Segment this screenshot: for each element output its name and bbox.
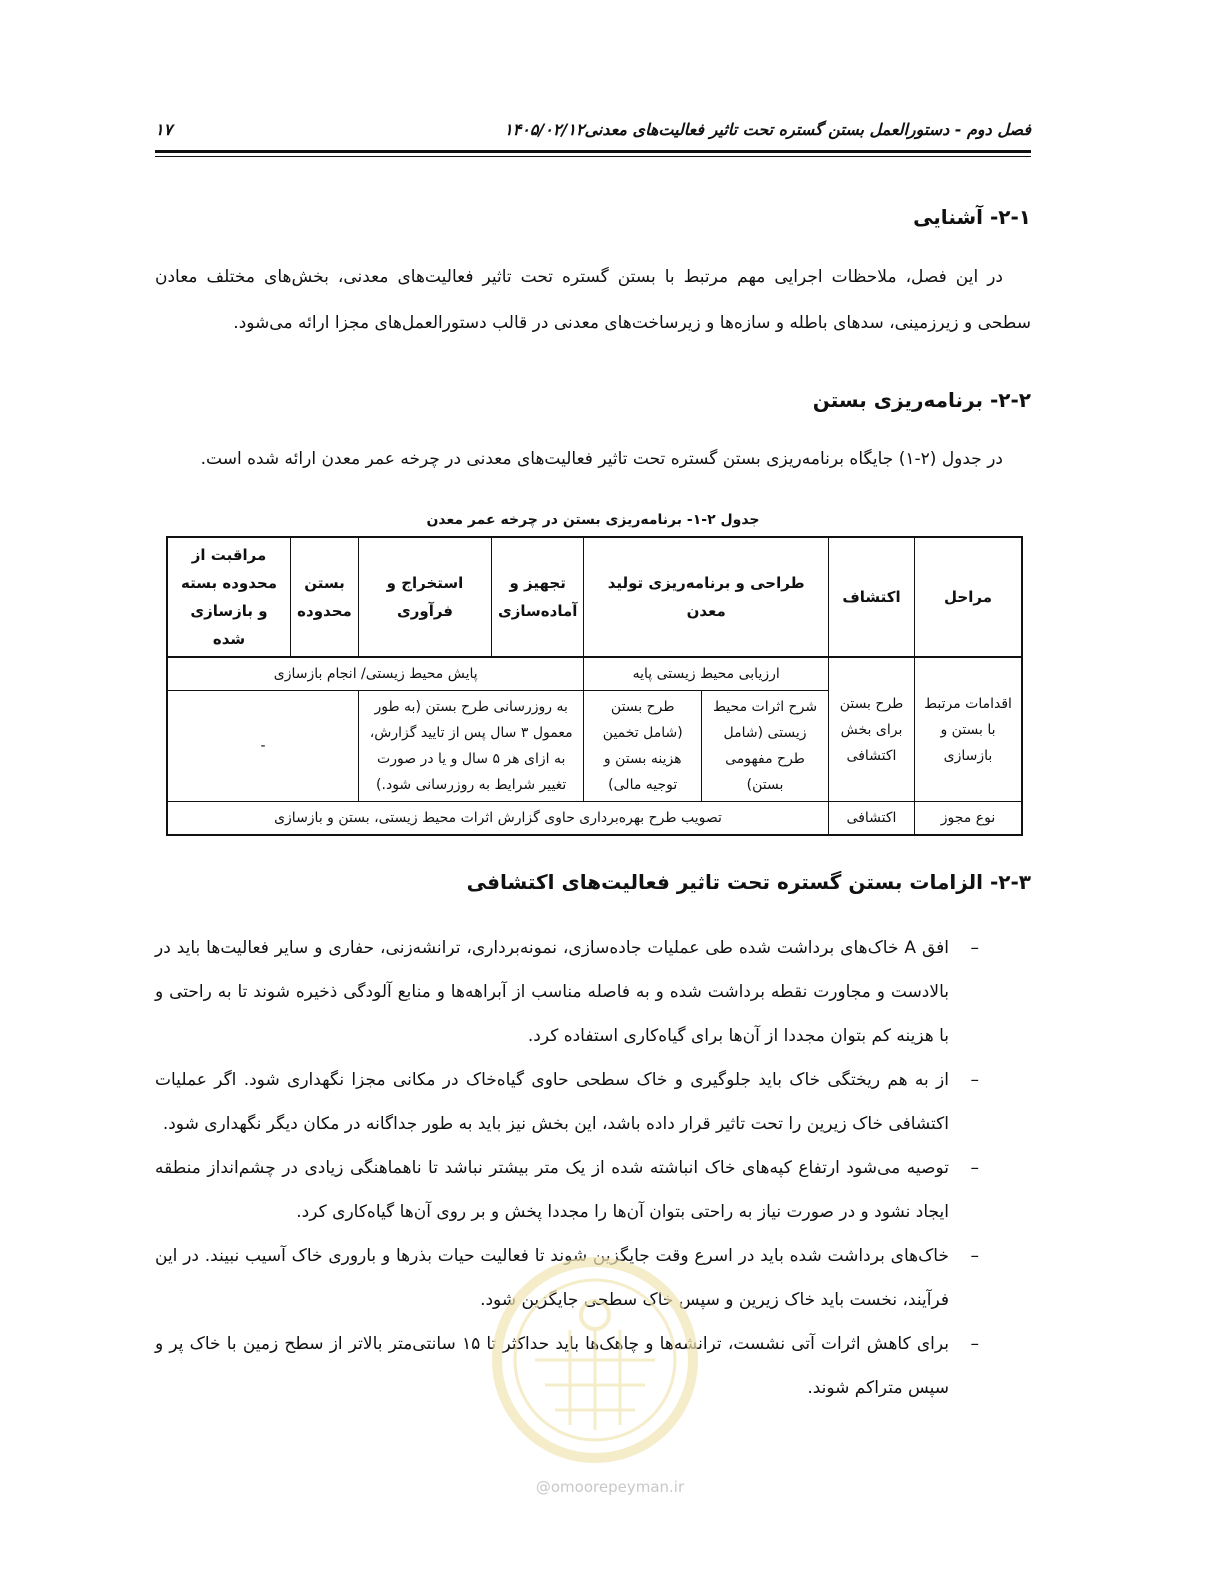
table-header-row: [167, 537, 1022, 657]
section-paragraph-closure-planning: در جدول (۲-۱) جایگاه برنامه‌ریزی بستن گستره تحت تاثیر فعالیت‌های معدنی در چرخه عمر معدن ارائه شده است.: [200, 449, 1003, 469]
section-heading-closure-planning: ۲-۲- برنامه‌ریزی بستن: [812, 388, 1031, 412]
table-caption: جدول ۲-۱- برنامه‌ریزی بستن در چرخه عمر معدن: [426, 512, 760, 528]
page-number: ۱۷: [155, 120, 173, 139]
bullet-dash: –: [970, 1246, 979, 1266]
watermark-website: @omoorepeyman.ir: [535, 1478, 685, 1496]
bullet-dash: –: [970, 1070, 979, 1090]
cell-closure-aftercare-empty: -: [167, 691, 359, 802]
list-item: – برای کاهش اثرات آتی نشست، ترانشه‌ها و چاهک‌ها باید حداکثر تا ۱۵ سانتی‌متر بالاتر از سطح زمین با خاک پر و سپس متراکم شوند.: [155, 1322, 1031, 1410]
bullet-dash: –: [970, 1334, 979, 1354]
list-item: – خاک‌های برداشت شده باید در اسرع وقت جایگزین شوند تا فعالیت حیات بذرها و باروری خاک آسیب نبیند. در این فرآیند، نخست باید خاک زیرین و سپس خاک سطحی جایگزین شود.: [155, 1234, 1031, 1322]
bullet-dash: –: [970, 938, 979, 958]
header-cell-aftercare: مراقبت از محدوده بسته و بازسازی شده: [167, 537, 291, 657]
cell-monitoring-rehabilitation: پایش محیط زیستی/ انجام بازسازی: [167, 657, 584, 691]
cell-closure-plan-costing: طرح بستن (شامل تخمین هزینه بستن و توجیه مالی): [584, 691, 702, 802]
watermark-seal-icon: [490, 1255, 700, 1465]
header-cell-stages: مراحل: [915, 537, 1023, 657]
section-paragraph-introduction: در این فصل، ملاحظات اجرایی مهم مرتبط با بستن گستره تحت تاثیر فعالیت‌های معدنی، بخش‌های مختلف معادن سطحی و زیرزمینی، سدهای باطله و سازه‌ها و زیرساخت‌های معدنی در قالب دستورالعمل‌های مجزا ارائه می‌شود.: [155, 267, 1031, 333]
header-cell-area-closure: بستن محدوده: [291, 537, 359, 657]
list-item: – توصیه می‌شود ارتفاع کپه‌های خاک انباشته شده از یک متر بیشتر نباشد تا ناهماهنگی زیادی در چشم‌انداز منطقه ایجاد نشود و در صورت نیاز به راحتی بتوان آن‌ها را مجددا پخش و بر روی آن‌ها گیاه‌کاری کرد.: [155, 1146, 1031, 1234]
table-row-baseline: [167, 657, 1022, 691]
header-cell-equipping: تجهیز و آماده‌سازی: [492, 537, 584, 657]
section-heading-exploration-requirements: ۲-۳- الزامات بستن گستره تحت تاثیر فعالیت‌های اکتشافی: [466, 870, 1031, 894]
header-cell-design-planning: طراحی و برنامه‌ریزی تولید معدن: [584, 537, 829, 657]
header-cell-extraction: استخراج و فرآوری: [359, 537, 492, 657]
section-heading-introduction: ۲-۱- آشنایی: [913, 205, 1031, 229]
cell-baseline-assessment: ارزیابی محیط زیستی پایه: [584, 657, 829, 691]
cell-exploration-closure-plan: طرح بستن برای بخش اکتشافی: [829, 657, 915, 802]
cell-plan-updating: به روزرسانی طرح بستن (به طور معمول ۳ سال پس از تایید گزارش، به ازای هر ۵ سال و یا در صورت تغییر شرایط به روزرسانی شود.): [359, 691, 584, 802]
header-rule-thin: [155, 156, 1031, 157]
table-row-permit-type: [167, 802, 1022, 836]
page-header: [155, 120, 1031, 148]
row-label-permit-type: نوع مجوز: [915, 802, 1023, 836]
cell-permit-exploration: اکتشافی: [829, 802, 915, 836]
cell-permit-exploitation: تصویب طرح بهره‌برداری حاوی گزارش اثرات محیط زیستی، بستن و بازسازی: [167, 802, 829, 836]
row-label-closure-actions: اقدامات مرتبط با بستن و بازسازی: [915, 657, 1023, 802]
header-rule-thick: [155, 150, 1031, 153]
running-header-title: فصل دوم - دستورالعمل بستن گستره تحت تاثیر فعالیت‌های معدنی۱۴۰۵/۰۲/۱۲: [504, 120, 1031, 139]
list-item: – از به هم ریختگی خاک باید جلوگیری و خاک سطحی حاوی گیاه‌خاک در مکانی مجزا نگهداری شود. اگر عملیات اکتشافی خاک زیرین را تحت تاثیر قرار داده باشد، این بخش نیز باید به طور جداگانه در مکان دیگر نگهداری شود.: [155, 1058, 1031, 1146]
list-item: – افق A خاک‌های برداشت شده طی عملیات جاده‌سازی، نمونه‌برداری، ترانشه‌زنی، حفاری و سایر فعالیت‌ها باید در بالادست و مجاورت نقطه برداشت شده و به فاصله مناسب از آبراهه‌ها و منابع آلودگی ذخیره شوند تا به راحتی و با هزینه کم بتوان مجددا از آن‌ها برای گیاه‌کاری استفاده کرد.: [155, 926, 1031, 1058]
header-cell-exploration: اکتشاف: [829, 537, 915, 657]
mine-life-cycle-table: [166, 536, 1023, 836]
cell-eia-description: شرح اثرات محیط زیستی (شامل طرح مفهومی بستن): [702, 691, 829, 802]
bullet-dash: –: [970, 1158, 979, 1178]
